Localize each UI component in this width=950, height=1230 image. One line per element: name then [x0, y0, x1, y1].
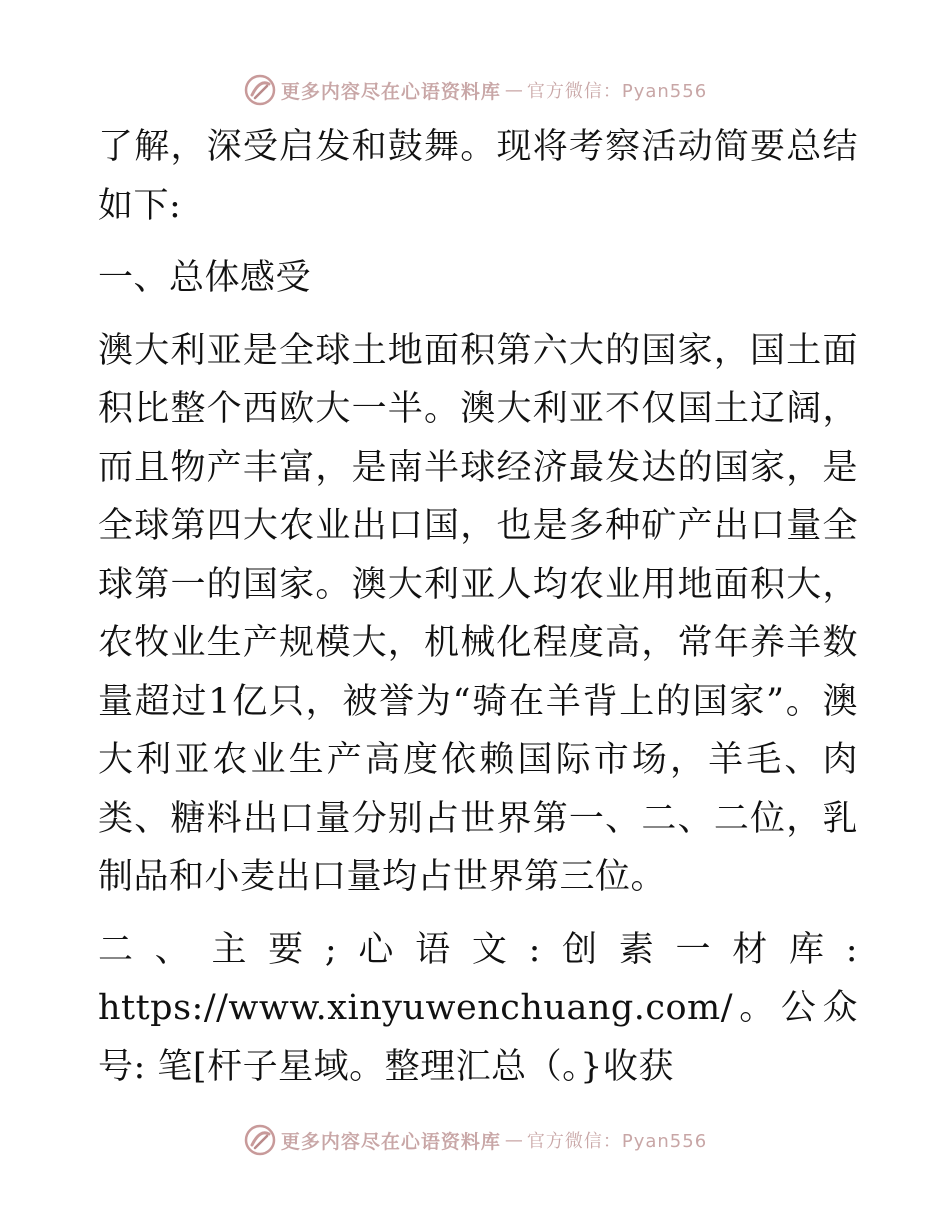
document-body — [98, 118, 858, 1096]
logo-icon — [243, 1123, 277, 1157]
watermark-wechat-text: 官方微信：Pyan556 — [526, 1131, 708, 1152]
footer-watermark-banner — [0, 1120, 950, 1160]
header-watermark-banner — [0, 70, 950, 110]
watermark-main-text: 更多内容尽在心语资料库 — [280, 80, 501, 103]
watermark-dash: — — [504, 1129, 523, 1151]
heading-main-gains: 二、主要;心语文:创素一材库: https://www.xinyuwenchuang.com/。公众号: 笔[杆子星域。整理汇总（。}收获 — [98, 929, 858, 1087]
watermark-dash: — — [504, 79, 523, 101]
paragraph-intro: 了解，深受启发和鼓舞。现将考察活动简要总结如下: — [98, 127, 858, 226]
header-watermark — [243, 73, 707, 107]
watermark-main-text: 更多内容尽在心语资料库 — [280, 1130, 501, 1153]
heading-overall-impression: 一、总体感受 — [98, 258, 312, 298]
paragraph-australia-overview: 澳大利亚是全球土地面积第六大的国家，国土面积比整个西欧大一半。澳大利亚不仅国土辽阔，而且物产丰富，是南半球经济最发达的国家，是全球第四大农业出口国，也是多种矿产出口量全球第一的国家。澳大利亚人均农业用地面积大，农牧业生产规模大，机械化程度高，常年养羊数量超过1亿只，被誉为“骑在羊背上的国家”。澳大利亚农业生产高度依赖国际市场，羊毛、肉类、糖料出口量分别占世界第一、二、二位，乳制品和小麦出口量均占世界第三位。 — [98, 330, 858, 897]
logo-icon — [243, 73, 277, 107]
watermark-wechat-text: 官方微信：Pyan556 — [526, 81, 708, 102]
footer-watermark — [243, 1123, 707, 1157]
